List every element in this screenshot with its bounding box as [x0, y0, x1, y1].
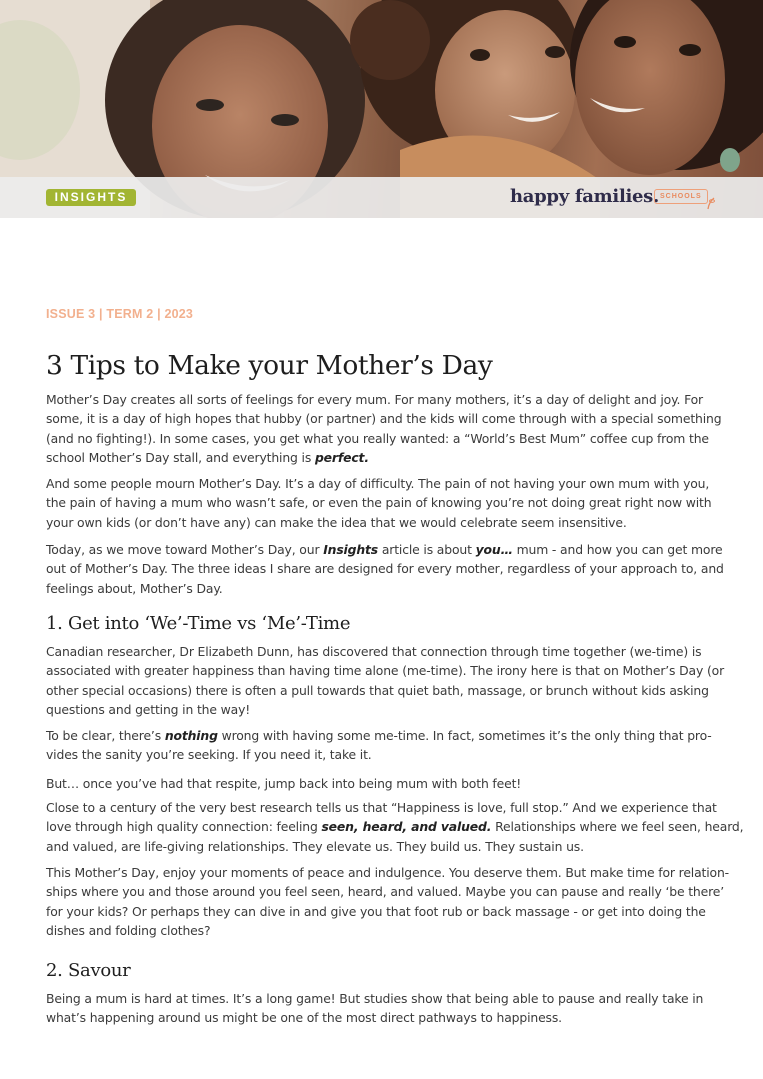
paragraph-line — [46, 726, 721, 745]
paragraph-line — [46, 837, 721, 856]
emphasis-text: nothing — [164, 728, 218, 743]
logo-wordmark: happy families. — [510, 186, 659, 207]
emphasis-text: seen, heard, and valued. — [321, 819, 492, 835]
text-run: your own kids (or don’t have any) can make the idea that we would celebrate seem insensitive. — [46, 514, 627, 530]
text-run: mum - and how you can get more — [512, 542, 723, 557]
text-run: school Mother’s Day stall, and everything is — [46, 449, 315, 465]
paragraph-line — [46, 774, 721, 793]
text-run: To be clear, there’s — [46, 728, 165, 743]
text-run: out of Mother’s Day. The three ideas I share are designed for every mother, regardless of your approach to, and — [46, 561, 724, 577]
paragraph-line — [46, 474, 721, 493]
paragraph-line — [46, 817, 744, 836]
paragraph-line — [46, 579, 721, 598]
text-run: And some people mourn Mother’s Day. It’s a day of difficulty. The pain of not having your own mum with you, — [46, 476, 710, 491]
paragraph-line — [46, 493, 721, 512]
text-run: Mother’s Day creates all sorts of feelings for every mum. For many mothers, it’s a day of delight and joy. For — [46, 392, 703, 407]
paragraph-line — [46, 513, 721, 532]
paragraph-line — [46, 540, 721, 559]
text-run: article is about — [378, 542, 476, 557]
paragraph-line — [46, 661, 725, 680]
paragraph-line — [46, 642, 721, 661]
text-run: other special occasions) there is often a pull towards that quiet bath, massage, or brunch without kids asking — [46, 682, 709, 698]
paragraph-line — [46, 448, 721, 467]
text-run: dishes and folding clothes? — [46, 922, 211, 938]
text-run: for your kids? Or perhaps they can dive in and give you that foot rub or back massage - or get into doing the — [46, 903, 706, 919]
text-run: (and no fighting!). In some cases, you get what you really wanted: a “World’s Best Mum” coffee cup from the — [46, 430, 709, 446]
section-2-heading: 2. Savour — [46, 960, 131, 981]
section-1-paragraph-2 — [46, 726, 721, 765]
text-run: and valued, are life-giving relationships. They elevate us. They build us. They sustain us. — [46, 838, 584, 854]
text-run: some, it is a day of high hopes that hubby (or partner) and the kids will come through with a special something — [46, 411, 722, 427]
text-run: associated with greater happiness than having time alone (me-time). The irony here is that on Mother’s Day (or — [46, 663, 725, 679]
text-run: questions and getting in the way! — [46, 701, 251, 717]
paragraph-line — [46, 681, 721, 700]
section-2-paragraph-1 — [46, 989, 721, 1028]
paragraph-line — [46, 921, 721, 940]
paragraph-line — [46, 989, 721, 1008]
leaf-icon — [706, 196, 716, 210]
section-1-paragraph-3 — [46, 774, 721, 793]
text-run: love through high quality connection: feeling — [46, 819, 322, 835]
paragraph-line — [46, 559, 724, 578]
text-run: Relationships where we feel seen, heard, — [491, 819, 744, 835]
paragraph-line — [46, 798, 721, 817]
section-1-paragraph-1 — [46, 642, 725, 719]
paragraph-line — [46, 390, 721, 409]
text-run: Canadian researcher, Dr Elizabeth Dunn, has discovered that connection through time together (we-time) is — [46, 644, 702, 659]
issue-line: ISSUE 3 | TERM 2 | 2023 — [46, 307, 194, 321]
paragraph-line — [46, 409, 721, 428]
emphasis-text: Insights — [323, 542, 379, 557]
text-run: ships where you and those around you feel seen, heard, and valued. Maybe you can pause and really ‘be there’ — [46, 884, 725, 900]
paragraph-line — [46, 745, 721, 764]
paragraph-line — [46, 902, 721, 921]
paragraph-line — [46, 863, 729, 882]
text-run: Being a mum is hard at times. It’s a long game! But studies show that being able to pause and really take in — [46, 991, 704, 1006]
text-run: the pain of having a mum who wasn’t safe, or even the pain of knowing you’re not doing great right now with — [46, 495, 712, 511]
text-run: Today, as we move toward Mother’s Day, our — [46, 542, 324, 557]
logo-schools-tag: SCHOOLS — [654, 189, 708, 204]
paragraph-line — [46, 882, 725, 901]
text-run: what’s happening around us might be one of the most direct pathways to happiness. — [46, 1010, 562, 1026]
insights-badge: INSIGHTS — [46, 189, 136, 206]
paragraph-line — [46, 429, 721, 448]
text-run: But… once you’ve had that respite, jump back into being mum with both feet! — [46, 776, 522, 791]
paragraph-line — [46, 700, 721, 719]
text-run: vides the sanity you’re seeking. If you need it, take it. — [46, 747, 372, 763]
emphasis-text: perfect. — [314, 449, 369, 465]
page-title: 3 Tips to Make your Mother’s Day — [46, 350, 493, 381]
text-run: This Mother’s Day, enjoy your moments of peace and indulgence. You deserve them. But make time for relation- — [46, 865, 729, 880]
section-1-paragraph-5 — [46, 863, 729, 940]
section-1-paragraph-4 — [46, 798, 744, 856]
text-run: feelings about, Mother’s Day. — [46, 580, 223, 596]
emphasis-text: you… — [475, 542, 513, 557]
text-run: wrong with having some me-time. In fact, sometimes it’s the only thing that pro- — [217, 728, 712, 743]
intro-paragraph-2 — [46, 474, 721, 532]
paragraph-line — [46, 1008, 721, 1027]
section-1-heading: 1. Get into ‘We’-Time vs ‘Me’-Time — [46, 613, 351, 634]
text-run: Close to a century of the very best research tells us that “Happiness is love, full stop.” And we experience that — [46, 800, 717, 815]
intro-paragraph-3 — [46, 540, 724, 598]
intro-paragraph-1 — [46, 390, 721, 467]
